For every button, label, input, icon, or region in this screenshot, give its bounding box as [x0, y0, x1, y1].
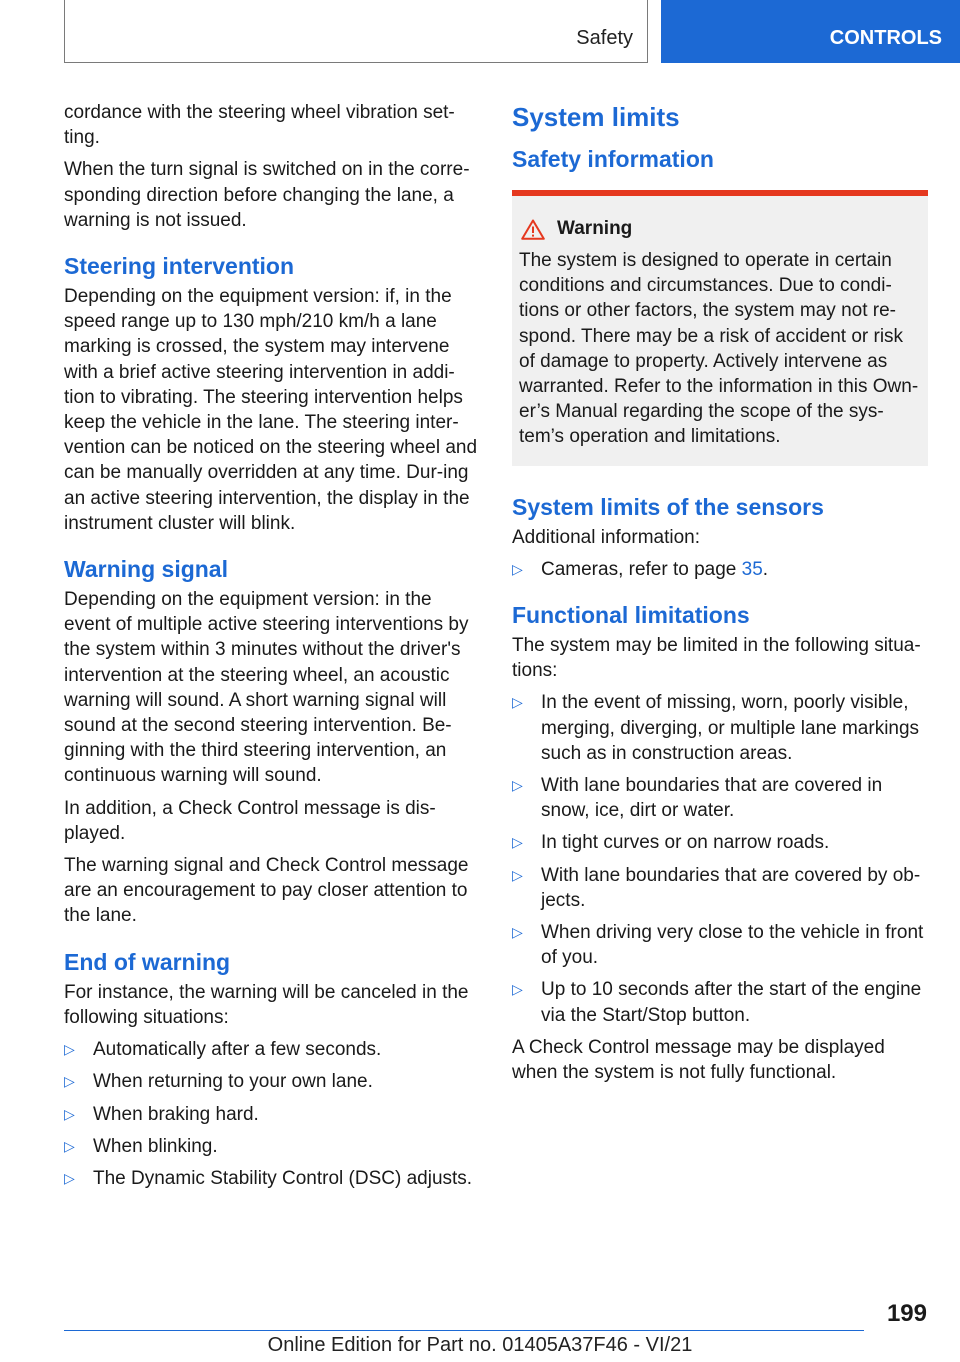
- list-item-text: With lane boundaries that are covered in snow, ice, dirt or water.: [541, 775, 883, 822]
- heading-end-of-warning: End of warning: [64, 948, 231, 975]
- list-item: [512, 830, 928, 855]
- triangle-bullet-icon: ▷: [64, 1073, 75, 1090]
- left-column: [64, 100, 479, 1198]
- list-item-text: When returning to your own lane.: [93, 1071, 373, 1093]
- list-item: [512, 977, 928, 1027]
- warning-title: Warning: [557, 218, 633, 239]
- list-item: [64, 1166, 479, 1191]
- triangle-bullet-icon: ▷: [512, 560, 523, 577]
- warning-text: The system is designed to operate in certain conditions and circumstances. Due to condi-tions or other factors, the system may not re-spond. There may be a risk of accident or risk of damage to property. Actively intervene as warranted. Refer to the information in this Own-er’s Manual regarding the scope of the sys-tem’s operation and limitations.: [519, 250, 919, 448]
- list-item-text: Up to 10 seconds after the start of the engine via the Start/Stop button.: [541, 979, 922, 1026]
- list-item-text: When braking hard.: [93, 1103, 259, 1125]
- triangle-bullet-icon: ▷: [512, 866, 523, 883]
- warning-triangle-icon: [521, 219, 545, 240]
- heading-functional-limitations: Functional limitations: [512, 602, 750, 629]
- warning-title-row: [519, 218, 920, 240]
- heading-safety-information: Safety information: [512, 146, 714, 172]
- heading-system-limits: System limits: [512, 102, 680, 132]
- paragraph: Depending on the equipment version: if, in the speed range up to 130 mph/210 km/h a lane marking is crossed, the system may intervene with a brief active steering intervention in addi-tion to vibrating. The steering intervention helps keep the vehicle in the lane. The steering inter-vention can be noticed on the steering wheel and can be manually overridden at any time. Dur-ing an active steering intervention, the display in the instrument cluster will blink.: [64, 286, 478, 534]
- triangle-bullet-icon: ▷: [512, 981, 523, 998]
- functional-limitations-list: [512, 690, 928, 1027]
- triangle-bullet-icon: ▷: [512, 834, 523, 851]
- page-reference-link[interactable]: 35: [741, 558, 763, 580]
- list-item-text: With lane boundaries that are covered by ob-jects.: [541, 864, 921, 911]
- list-item-text: The Dynamic Stability Control (DSC) adjusts.: [93, 1167, 473, 1189]
- header-chapter-label: CONTROLS: [829, 27, 942, 49]
- heading-warning-signal: Warning signal: [64, 556, 228, 583]
- list-item: [512, 557, 928, 582]
- triangle-bullet-icon: ▷: [64, 1137, 75, 1154]
- triangle-bullet-icon: ▷: [512, 694, 523, 711]
- header-section-title: Safety: [576, 27, 633, 49]
- triangle-bullet-icon: ▷: [64, 1105, 75, 1122]
- paragraph: When the turn signal is switched on in the corre-sponding direction before changing the lane, a warning is not issued.: [64, 159, 470, 231]
- list-item-text: When blinking.: [93, 1135, 218, 1157]
- paragraph: Depending on the equipment version: in the event of multiple active steering interventions by the system within 3 minutes without the driver's intervention at the steering wheel, an acoustic warning will sound. A short warning signal will sound at the second steering intervention. Be-ginning with the third steering intervention, an continuous warning will sound.: [64, 589, 469, 787]
- paragraph: A Check Control message may be displayed when the system is not fully functional.: [512, 1036, 885, 1084]
- footer-divider: [64, 1330, 864, 1331]
- footer-edition: Online Edition for Part no. 01405A37F46 - VI/21: [267, 1334, 693, 1356]
- heading-sensor-limits: System limits of the sensors: [512, 493, 824, 520]
- triangle-bullet-icon: ▷: [512, 777, 523, 794]
- triangle-bullet-icon: ▷: [512, 924, 523, 941]
- header-section-box: [64, 0, 648, 63]
- list-item-text: When driving very close to the vehicle in front of you.: [541, 922, 924, 969]
- list-item-text: Automatically after a few seconds.: [93, 1039, 382, 1061]
- paragraph: For instance, the warning will be canceled in the following situations:: [64, 981, 469, 1028]
- list-item: [64, 1069, 479, 1094]
- list-item: [512, 690, 928, 766]
- list-item: [512, 920, 928, 970]
- list-item-text: In the event of missing, worn, poorly visible, merging, diverging, or multiple lane markings such as in construction areas.: [541, 692, 920, 764]
- list-item: [64, 1134, 479, 1159]
- list-item-text: In tight curves or on narrow roads.: [541, 832, 830, 854]
- warning-box: [512, 190, 928, 466]
- triangle-bullet-icon: ▷: [64, 1169, 75, 1186]
- paragraph: In addition, a Check Control message is dis-played.: [64, 797, 436, 844]
- list-item: [64, 1102, 479, 1127]
- paragraph: Additional information:: [512, 526, 700, 548]
- right-column: [512, 100, 928, 1092]
- list-item: [64, 1037, 479, 1062]
- list-item-text: Cameras, refer to page: [541, 558, 742, 580]
- paragraph: cordance with the steering wheel vibration set-ting.: [64, 102, 455, 149]
- list-item: [512, 773, 928, 823]
- paragraph: The system may be limited in the following situa-tions:: [512, 635, 921, 682]
- list-item-suffix: .: [762, 558, 769, 580]
- page-number: 199: [886, 1300, 927, 1327]
- header-chapter-tab[interactable]: [661, 0, 960, 63]
- paragraph: The warning signal and Check Control message are an encouragement to pay closer attention to the lane.: [64, 855, 469, 927]
- heading-steering-intervention: Steering intervention: [64, 253, 295, 280]
- triangle-bullet-icon: ▷: [64, 1041, 75, 1058]
- list-item: [512, 863, 928, 913]
- end-of-warning-list: [64, 1037, 479, 1191]
- sensor-list: [512, 557, 928, 582]
